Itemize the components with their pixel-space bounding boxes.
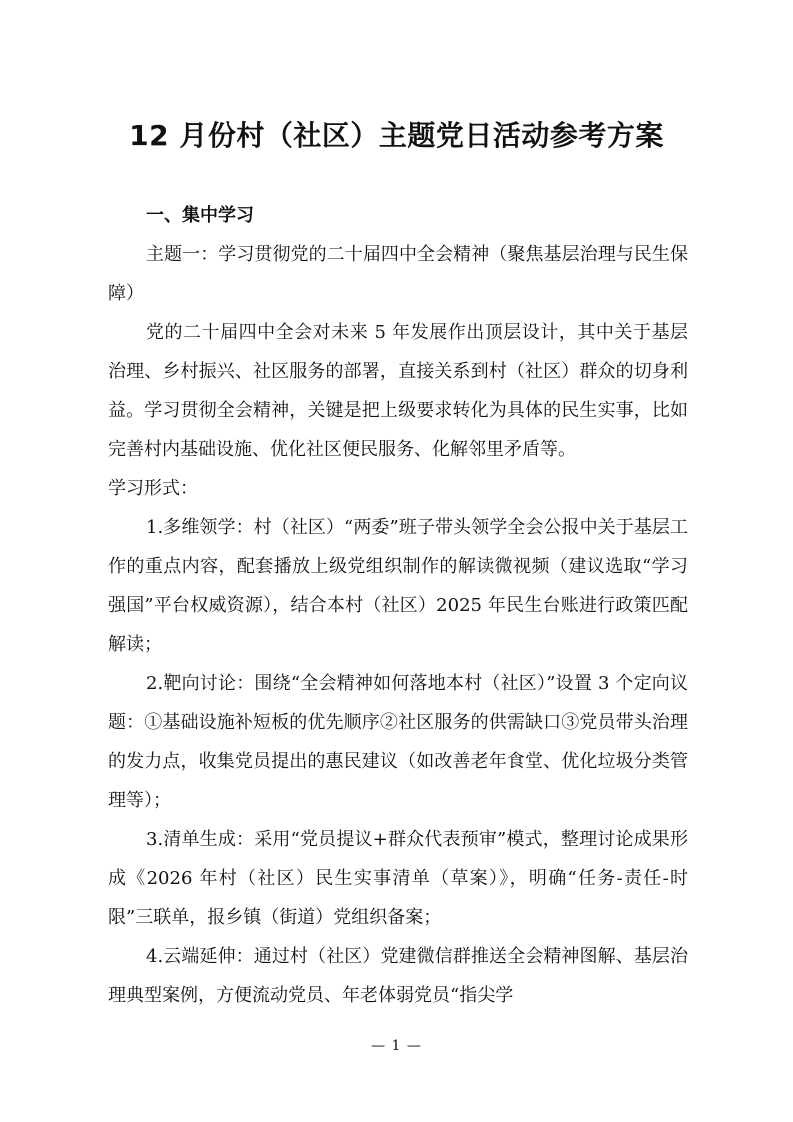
theme-line: 主题一：学习贯彻党的二十届四中全会精神（聚焦基层治理与民生保障） [108,244,688,304]
list-item: 4.云端延伸：通过村（社区）党建微信群推送全会精神图解、基层治理典型案例，方便流动党员、年老体弱党员“指尖学 [108,946,688,1006]
list-item: 1.多维领学：村（社区）“两委”班子带头领学全会公报中关于基层工作的重点内容，配套播放上级党组织制作的解读微视频（建议选取“学习强国”平台权威资源），结合本村（社区）2025 年民生台账进行政策匹配解读； [108,517,688,655]
document-body [108,196,688,1015]
section-heading: 一、集中学习 [146,205,254,226]
form-label: 学习形式： [108,478,198,499]
list-item: 2.靶向讨论：围绕“全会精神如何落地本村（社区）”设置 3 个定向议题：①基础设施补短板的优先顺序②社区服务的供需缺口③党员带头治理的发力点，收集党员提出的惠民建议（如改善老年食堂、优化垃圾分类管理等）； [108,673,688,811]
list-item: 3.清单生成：采用“党员提议+群众代表预审”模式，整理讨论成果形成《2026 年村（社区）民生实事清单（草案）》，明确“任务-责任-时限”三联单，报乡镇（街道）党组织备案； [108,829,688,928]
intro-paragraph: 党的二十届四中全会对未来 5 年发展作出顶层设计，其中关于基层治理、乡村振兴、社区服务的部署，直接关系到村（社区）群众的切身利益。学习贯彻全会精神，关键是把上级要求转化为具体的民生实事，比如完善村内基础设施、优化社区便民服务、化解邻里矛盾等。 [108,322,688,460]
document-title: 12 月份村（社区）主题党日活动参考方案 [129,119,664,152]
page-number: — 1 — [371,1038,422,1054]
